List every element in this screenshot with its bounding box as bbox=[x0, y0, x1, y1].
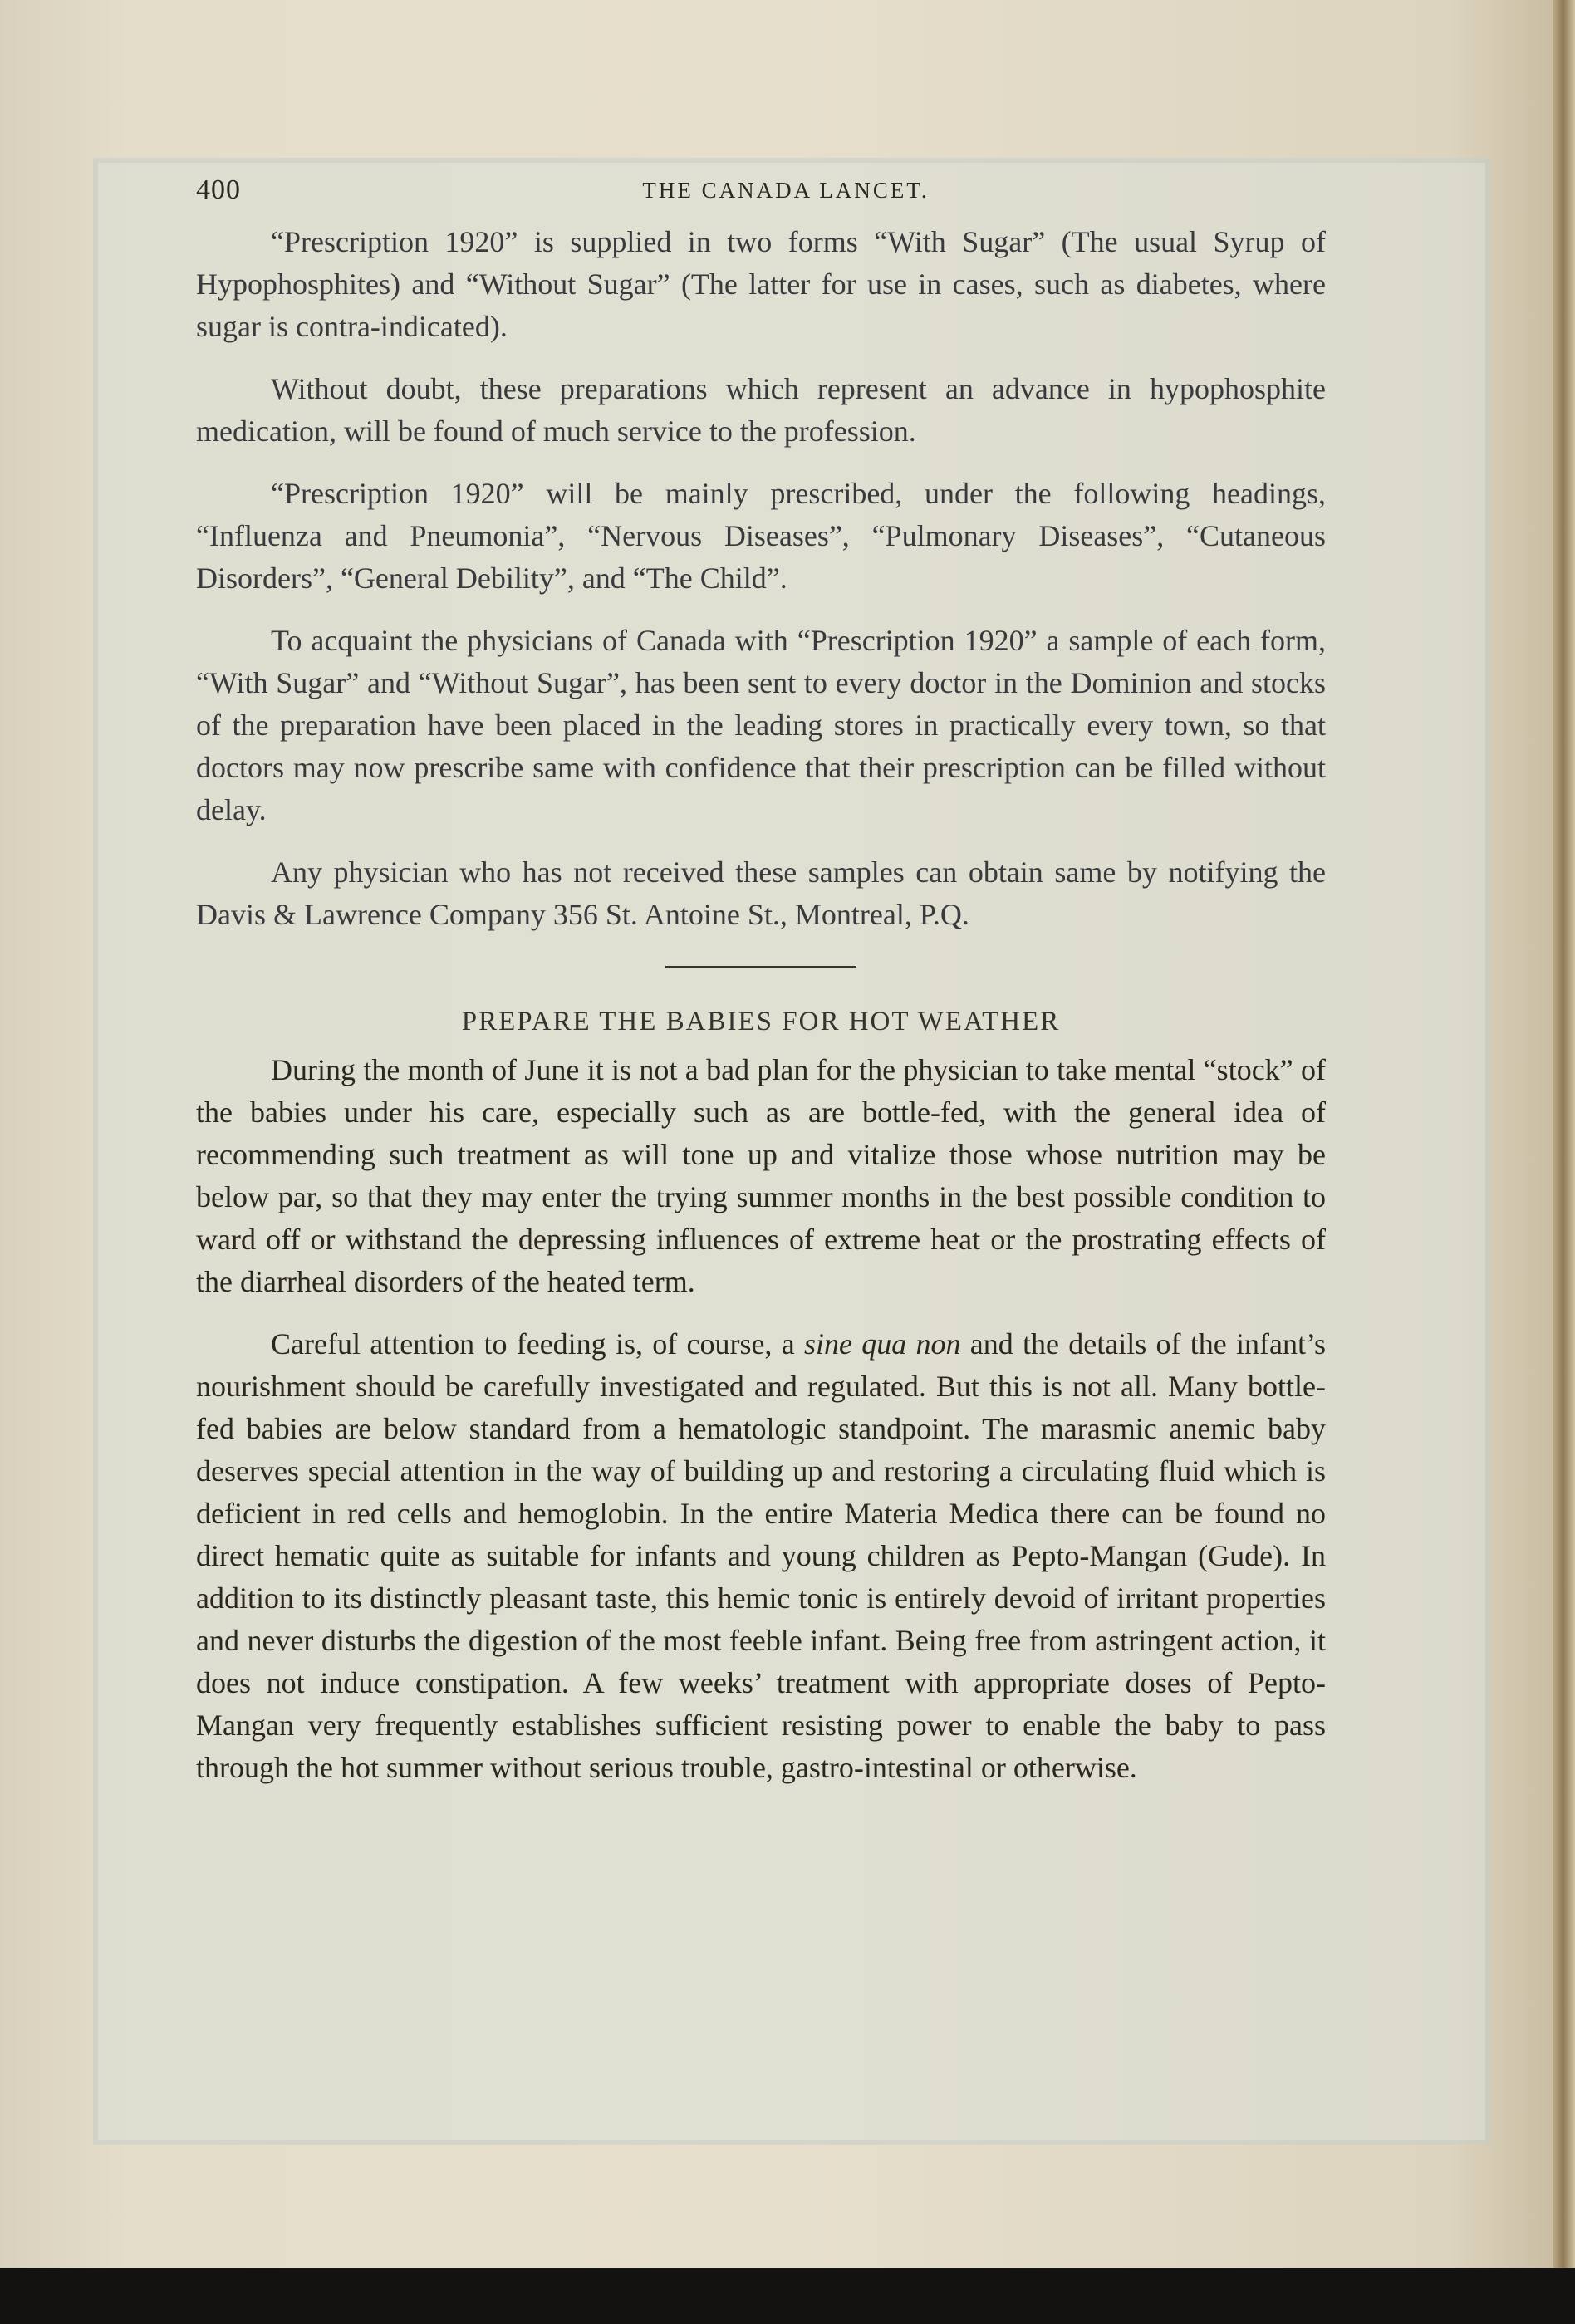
journal-title: THE CANADA LANCET. bbox=[642, 178, 930, 203]
scan-bottom-border bbox=[0, 2268, 1575, 2324]
latin-phrase: sine qua non bbox=[803, 1327, 961, 1361]
article-hot-weather bbox=[196, 1007, 1326, 1789]
paragraph: Without doubt, these preparations which represent an advance in hypophosphite medication, will be found of much service to the profession. bbox=[196, 372, 1326, 448]
paragraph-text: and the details of the infant’s nourishment should be carefully investigated and regulated. But this is not all. Many bottle-fed babies are below standard from a hematologic standpoint. The marasmic anemic baby deserves special attention in the way of building up and restoring a circulating fluid which is deficient in red cells and hemoglobin. In the entire Materia Medica there can be found no direct hematic quite as suitable for infants and young children as Pepto-Mangan (Gude). In addition to its distinctly pleasant taste, this hemic tonic is entirely devoid of irritant properties and never disturbs the digestion of the most feeble infant. Being free from astringent action, it does not induce constipation. A few weeks’ treatment with appropriate doses of Pepto-Mangan very frequently establishes sufficient resisting power to enable the baby to pass through the hot summer without serious trouble, gastro-intestinal or otherwise. bbox=[196, 1327, 1326, 1784]
page-content bbox=[196, 174, 1326, 1809]
paragraph-text: Careful attention to feeding is, of course, a bbox=[271, 1327, 804, 1361]
paragraph: To acquaint the physicians of Canada with “Prescription 1920” a sample of each form, “With Sugar” and “Without Sugar”, has been sent to every doctor in the Dominion and stocks of the preparation have been placed in the leading stores in practically every town, so that doctors may now prescribe same with confidence that their prescription can be filled without delay. bbox=[196, 624, 1326, 826]
paragraph: Any physician who has not received these samples can obtain same by notifying the Davis & Lawrence Company 356 St. Antoine St., Montreal, P.Q. bbox=[196, 856, 1326, 931]
paragraph bbox=[196, 1323, 1326, 1789]
page-number: 400 bbox=[196, 174, 241, 205]
page-edge bbox=[1553, 0, 1575, 2268]
running-head bbox=[196, 174, 1326, 221]
article-heading: PREPARE THE BABIES FOR HOT WEATHER bbox=[461, 1007, 1061, 1037]
paragraph: During the month of June it is not a bad plan for the physician to take mental “stock” of the babies under his care, especially such as are bottle-fed, with the general idea of recommending such treatment as will tone up and vitalize those whose nutrition may be below par, so that they may enter the trying summer months in the best possible condition to ward off or withstand the depressing influences of extreme heat or the prostrating effects of the diarrheal disorders of the heated term. bbox=[196, 1053, 1326, 1298]
article-prescription-1920 bbox=[196, 221, 1326, 936]
paragraph: “Prescription 1920” will be mainly prescribed, under the following headings, “Influenza and Pneumonia”, “Nervous Diseases”, “Pulmonary Diseases”, “Cutaneous Disorders”, “General Debility”, and “The Child”. bbox=[196, 477, 1326, 595]
paragraph: “Prescription 1920” is supplied in two forms “With Sugar” (The usual Syrup of Hypophosphites) and “Without Sugar” (The latter for use in cases, such as diabetes, where sugar is contra-indicated). bbox=[196, 225, 1326, 343]
section-divider bbox=[665, 966, 856, 968]
